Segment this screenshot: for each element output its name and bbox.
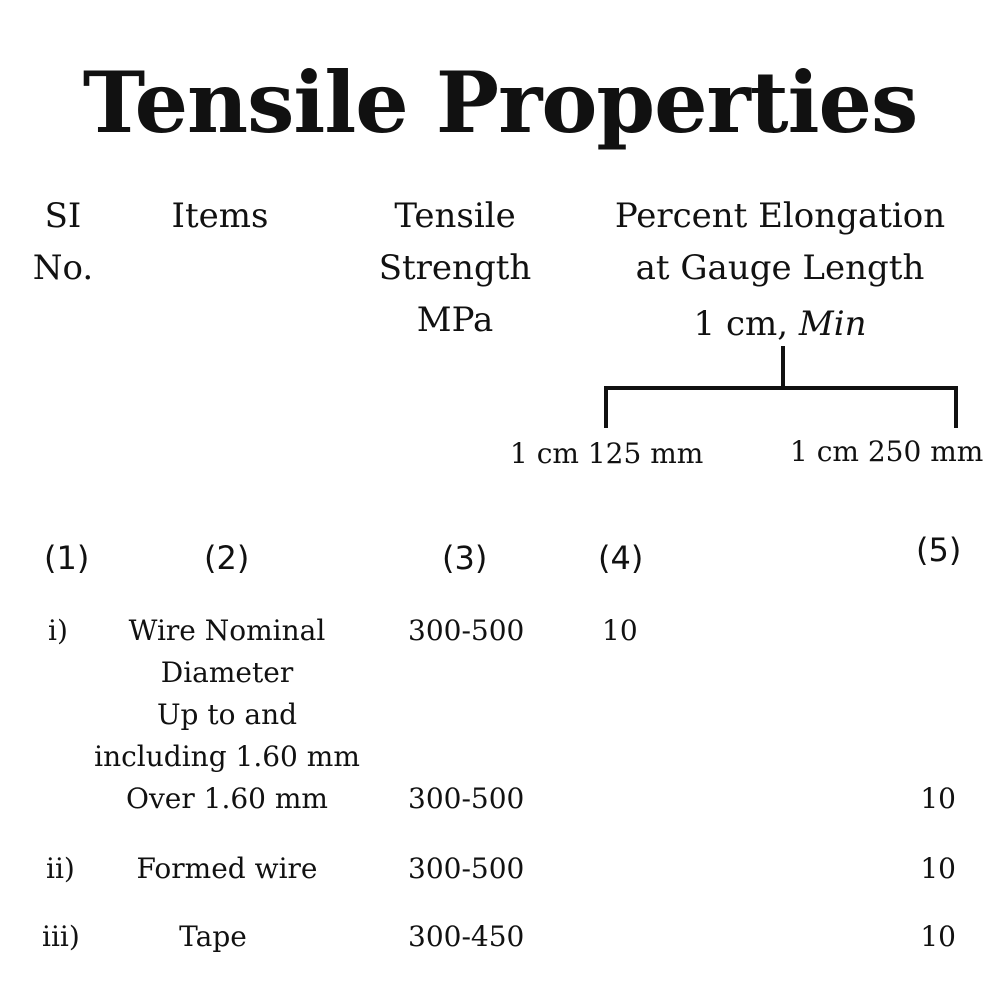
row-3-tensile: 300-500 — [408, 852, 525, 885]
row-4-item-line-1: Tape — [179, 920, 247, 953]
header-elongation-line-3-prefix: 1 cm, — [693, 304, 799, 344]
row-1-tensile: 300-500 — [408, 614, 525, 647]
row-2-item — [80, 778, 374, 820]
column-number-4: (4) — [598, 539, 644, 577]
column-number-5: (5) — [916, 531, 962, 569]
column-number-3: (3) — [442, 539, 488, 577]
header-sl-no-line-1: SI — [44, 196, 82, 236]
row-1-item-line-3: Up to and — [156, 698, 298, 731]
row-4-elongation-250: 10 — [920, 920, 956, 953]
row-3-item-line-1: Formed wire — [136, 852, 318, 885]
header-elongation-line-3-min: Min — [798, 304, 867, 344]
header-tensile-line-3: MPa — [416, 300, 494, 340]
header-tensile-line-1: Tensile — [394, 196, 516, 236]
row-4-tensile: 300-450 — [408, 920, 525, 953]
row-1-item-line-4: including 1.60 mm — [94, 740, 360, 773]
bracket-left-leg — [604, 386, 608, 428]
header-elongation-line-2: at Gauge Length — [635, 248, 925, 288]
subheader-125mm: 1 cm 125 mm — [510, 437, 704, 470]
header-sl-no — [18, 190, 108, 294]
row-3-elongation-250: 10 — [920, 852, 956, 885]
bracket-stem — [781, 346, 785, 386]
row-1-item-line-1: Wire Nominal — [128, 614, 326, 647]
header-sl-no-line-2: No. — [32, 248, 94, 288]
row-3-item — [80, 848, 374, 890]
column-number-1: (1) — [44, 539, 90, 577]
row-4-item — [66, 916, 360, 958]
page-title: Tensile Properties — [82, 53, 918, 152]
header-elongation-line-1: Percent Elongation — [614, 196, 946, 236]
row-2-item-line-1: Over 1.60 mm — [126, 782, 328, 815]
row-1-item — [80, 610, 374, 778]
row-2-tensile: 300-500 — [408, 782, 525, 815]
subheader-250mm: 1 cm 250 mm — [790, 435, 984, 468]
header-elongation — [590, 190, 970, 350]
column-number-2: (2) — [204, 539, 250, 577]
row-1-item-line-2: Diameter — [160, 656, 294, 689]
header-tensile-line-2: Strength — [378, 248, 532, 288]
row-3-sl-no: ii) — [46, 852, 75, 885]
bracket-bar — [604, 386, 958, 390]
row-1-sl-no: i) — [48, 614, 68, 647]
header-tensile-strength — [350, 190, 560, 346]
row-4-sl-no: iii) — [42, 920, 80, 953]
header-items: Items — [171, 196, 269, 236]
header-elongation-line-3 — [590, 298, 970, 350]
row-2-elongation-250: 10 — [920, 782, 956, 815]
bracket-right-leg — [954, 386, 958, 428]
row-1-elongation-125: 10 — [602, 614, 638, 647]
